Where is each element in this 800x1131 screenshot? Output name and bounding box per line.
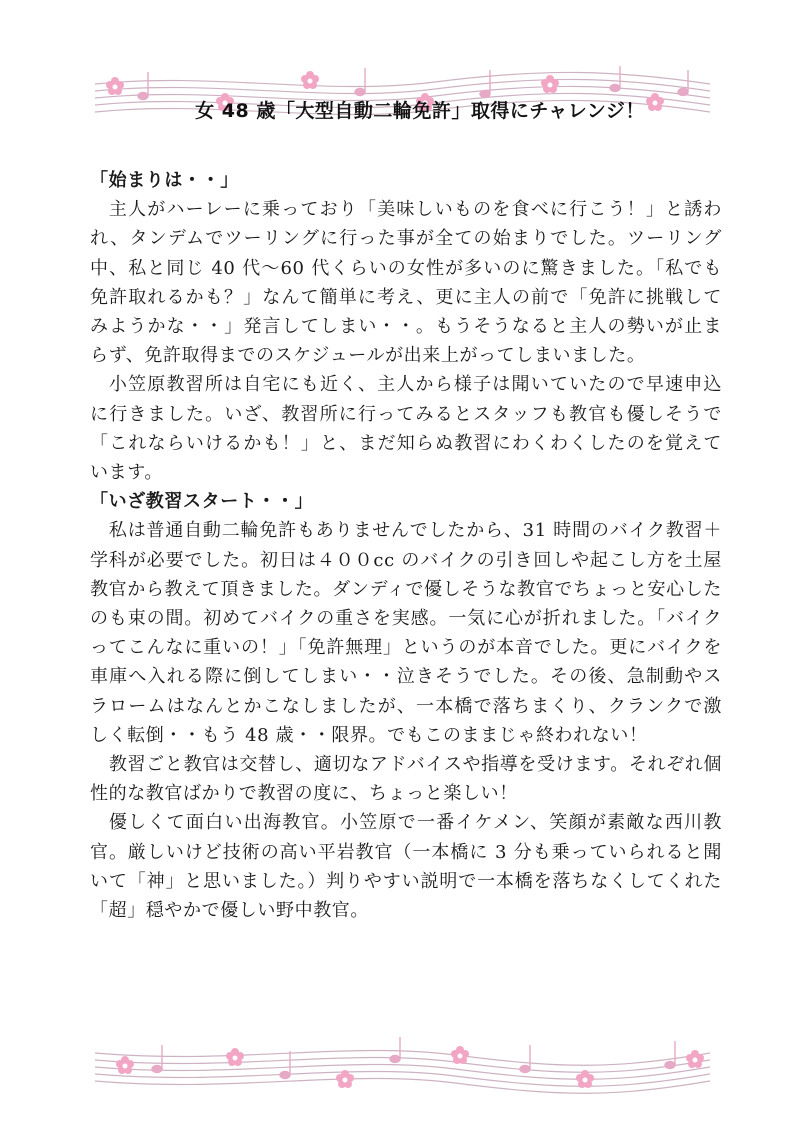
music-staff-border-bottom bbox=[95, 1035, 710, 1105]
page-title: 女 48 歳「大型自動二輪免許」取得にチャレンジ！ bbox=[195, 100, 645, 122]
section-heading: 「いざ教習スタート・・」 bbox=[90, 491, 314, 513]
paragraph: 教習ごと教官は交替し、適切なアドバイスや指導を受けます。それぞれ個性的な教官ばかりで教習の度に、ちょっと楽しい！ bbox=[90, 754, 722, 805]
paragraph: 優しくて面白い出海教官。小笠原で一番イケメン、笑顔が素敵な西川教官。厳しいけど技術の高い平岩教官（一本橋に 3 分も乗っていられると聞いて「神」と思いました。）判りやすい説明で一本橋を落ちなくしてくれた「超」穏やかで優しい野中教官。 bbox=[90, 812, 722, 922]
section-heading: 「始まりは・・」 bbox=[90, 170, 239, 191]
paragraph: 小笠原教習所は自宅にも近く、主人から様子は聞いていたので早速申込に行きました。いざ、教習所に行ってみるとスタッフも教官も優しそうで「これならいけるかも！」と、まだ知らぬ教習にわくわくしたのを覚えています。 bbox=[90, 374, 722, 484]
article-body bbox=[90, 166, 722, 925]
music-staff-icon bbox=[95, 1035, 710, 1105]
paragraph: 私は普通自動二輪免許もありませんでしたから、31 時間のバイク教習＋学科が必要でした。初日は４００cc のバイクの引き回しや起こし方を土屋教官から教えて頂きました。ダンディで優しそうな教官でちょっと安心したのも束の間。初めてバイクの重さを実感。一気に心が折れました。「バイクってこんなに重いの！」「免許無理」というのが本音でした。更にバイクを車庫へ入れる際に倒してしまい・・泣きそうでした。その後、急制動やスラロームはなんとかこなしましたが、一本橋で落ちまくり、クランクで激しく転倒・・もう 48 歳・・限界。でもこのままじゃ終われない！ bbox=[90, 520, 722, 746]
paragraph: 主人がハーレーに乗っており「美味しいものを食べに行こう！」と誘われ、タンデムでツーリングに行った事が全ての始まりでした。ツーリング中、私と同じ 40 代〜60 代くらいの女性が多いのに驚きました。「私でも免許取れるかも？」なんて簡単に考え、更に主人の前で「免許に挑戦してみようかな・・」発言してしまい・・。もうそうなると主人の勢いが止まらず、免許取得までのスケジュールが出来上がってしまいました。 bbox=[90, 199, 722, 367]
